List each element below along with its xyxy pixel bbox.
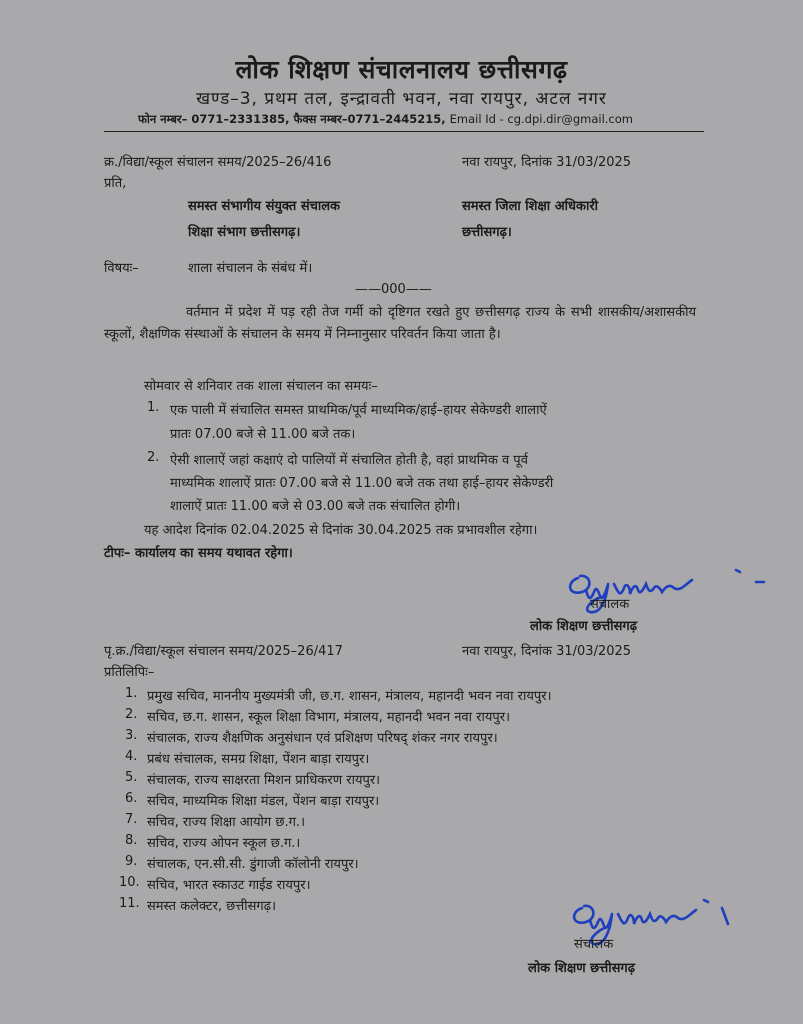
- copy-item-5-number: 5.: [125, 770, 138, 785]
- subject-text: शाला संचालन के संबंध में।: [188, 261, 313, 276]
- copy-item-1-number: 1.: [125, 686, 138, 701]
- copy-item-11-number: 11.: [119, 896, 140, 911]
- copy-item-8: सचिव, राज्य ओपन स्कूल छ.ग.।: [147, 836, 301, 851]
- timing-heading: सोमवार से शनिवार तक शाला संचालन का समयः–: [144, 379, 378, 394]
- point-2-number: 2.: [147, 450, 160, 465]
- body-paragraph: वर्तमान में प्रदेश में पड़ रही तेज गर्मी को दृष्टिगत रखते हुए छत्तीसगढ़ राज्य के सभी शासकीय/अशासकीय स्कूलों, शैक्षणिक संस्थाओं के संचालन के समय में निम्नानुसार परिवर्तन किया जाता है।: [104, 305, 696, 342]
- copy-item-6-number: 6.: [125, 791, 138, 806]
- point-1-line-1: एक पाली में संचालित समस्त प्राथमिक/पूर्व माध्यमिक/हाई–हायर सेकेण्डरी शालाऐं: [170, 403, 547, 418]
- copy-item-8-number: 8.: [125, 833, 138, 848]
- copy-date: नवा रायपुर, दिनांक 31/03/2025: [462, 644, 632, 659]
- point-2-line-1: ऐसी शालाऐं जहां कक्षाएं दो पालियों में संचालित होती है, वहां प्राथमिक व पूर्व: [170, 453, 528, 468]
- subject-label: विषयः–: [104, 261, 139, 276]
- effective-period: यह आदेश दिनांक 02.04.2025 से दिनांक 30.04.2025 तक प्रभावशील रहेगा।: [144, 523, 538, 538]
- copy-item-2-number: 2.: [125, 707, 138, 722]
- letter-ref-no: क्र./विद्या/स्कूल संचालन समय/2025–26/416: [104, 155, 332, 170]
- recipient-1-line-2: शिक्षा संभाग छत्तीसगढ़।: [188, 225, 301, 240]
- header-rule: [104, 131, 704, 132]
- office-address: खण्ड–3, प्रथम तल, इन्द्रावती भवन, नवा रायपुर, अटल नगर: [196, 89, 607, 109]
- contact-line: [138, 112, 633, 127]
- copy-item-10: सचिव, भारत स्काउट गाईड रायपुर।: [147, 878, 311, 893]
- signatory-title-2: संचालक: [574, 937, 614, 952]
- signatory-office-1: लोक शिक्षण छत्तीसगढ़: [530, 619, 638, 634]
- recipient-2-line-1: समस्त जिला शिक्षा अधिकारी: [462, 199, 599, 214]
- signatory-title-1: संचालक: [590, 597, 630, 612]
- recipient-2-line-2: छत्तीसगढ़।: [462, 225, 512, 240]
- copy-item-6: सचिव, माध्यमिक शिक्षा मंडल, पेंशन बाड़ा रायपुर।: [147, 794, 380, 809]
- office-timing-note: टीपः– कार्यालय का समय यथावत रहेगा।: [104, 546, 293, 561]
- copy-item-3-number: 3.: [125, 728, 138, 743]
- copy-item-9-number: 9.: [125, 854, 138, 869]
- point-2-line-2: माध्यमिक शालाऐं प्रातः 07.00 बजे से 11.00 बजे तक तथा हाई–हायर सेकेण्डरी: [170, 476, 554, 491]
- copy-item-1: प्रमुख सचिव, माननीय मुख्यमंत्री जी, छ.ग. शासन, मंत्रालय, महानदी भवन नवा रायपुर।: [147, 689, 552, 704]
- copy-item-10-number: 10.: [119, 875, 140, 890]
- separator: ——000——: [355, 282, 432, 297]
- point-1-line-2: प्रातः 07.00 बजे से 11.00 बजे तक।: [170, 427, 356, 442]
- recipient-1-line-1: समस्त संभागीय संयुक्त संचालक: [188, 199, 341, 214]
- phone-fax: फोन नम्बर– 0771–2331385, फैक्स नम्बर–0771–2445215,: [138, 112, 446, 126]
- point-2-line-3: शालाऐं प्रातः 11.00 बजे से 03.00 बजे तक संचालित होगी।: [170, 499, 461, 514]
- email-address: Email Id - cg.dpi.dir@gmail.com: [449, 112, 633, 126]
- signatory-office-2: लोक शिक्षण छत्तीसगढ़: [528, 961, 636, 976]
- copy-item-2: सचिव, छ.ग. शासन, स्कूल शिक्षा विभाग, मंत्रालय, महानदी भवन नवा रायपुर।: [147, 710, 511, 725]
- letter-date: नवा रायपुर, दिनांक 31/03/2025: [462, 155, 632, 170]
- copy-item-3: संचालक, राज्य शैक्षणिक अनुसंधान एवं प्रशिक्षण परिषद् शंकर नगर रायपुर।: [147, 731, 498, 746]
- copy-item-4: प्रबंध संचालक, समग्र शिक्षा, पेंशन बाड़ा रायपुर।: [147, 752, 370, 767]
- copy-ref-no: पृ.क्र./विद्या/स्कूल संचालन समय/2025–26/417: [104, 644, 343, 659]
- office-title: लोक शिक्षण संचालनालय छत्तीसगढ़: [235, 55, 568, 84]
- copy-item-11: समस्त कलेक्टर, छत्तीसगढ़।: [147, 899, 276, 914]
- copy-item-4-number: 4.: [125, 749, 138, 764]
- copy-item-7-number: 7.: [125, 812, 138, 827]
- to-label: प्रति,: [104, 176, 127, 191]
- copy-item-7: सचिव, राज्य शिक्षा आयोग छ.ग.।: [147, 815, 305, 830]
- point-1-number: 1.: [147, 400, 160, 415]
- copy-item-9: संचालक, एन.सी.सी. डुंगाजी कॉलोनी रायपुर।: [147, 857, 359, 872]
- copy-label: प्रतिलिपिः–: [104, 665, 155, 680]
- copy-item-5: संचालक, राज्य साक्षरता मिशन प्राधिकरण रायपुर।: [147, 773, 381, 788]
